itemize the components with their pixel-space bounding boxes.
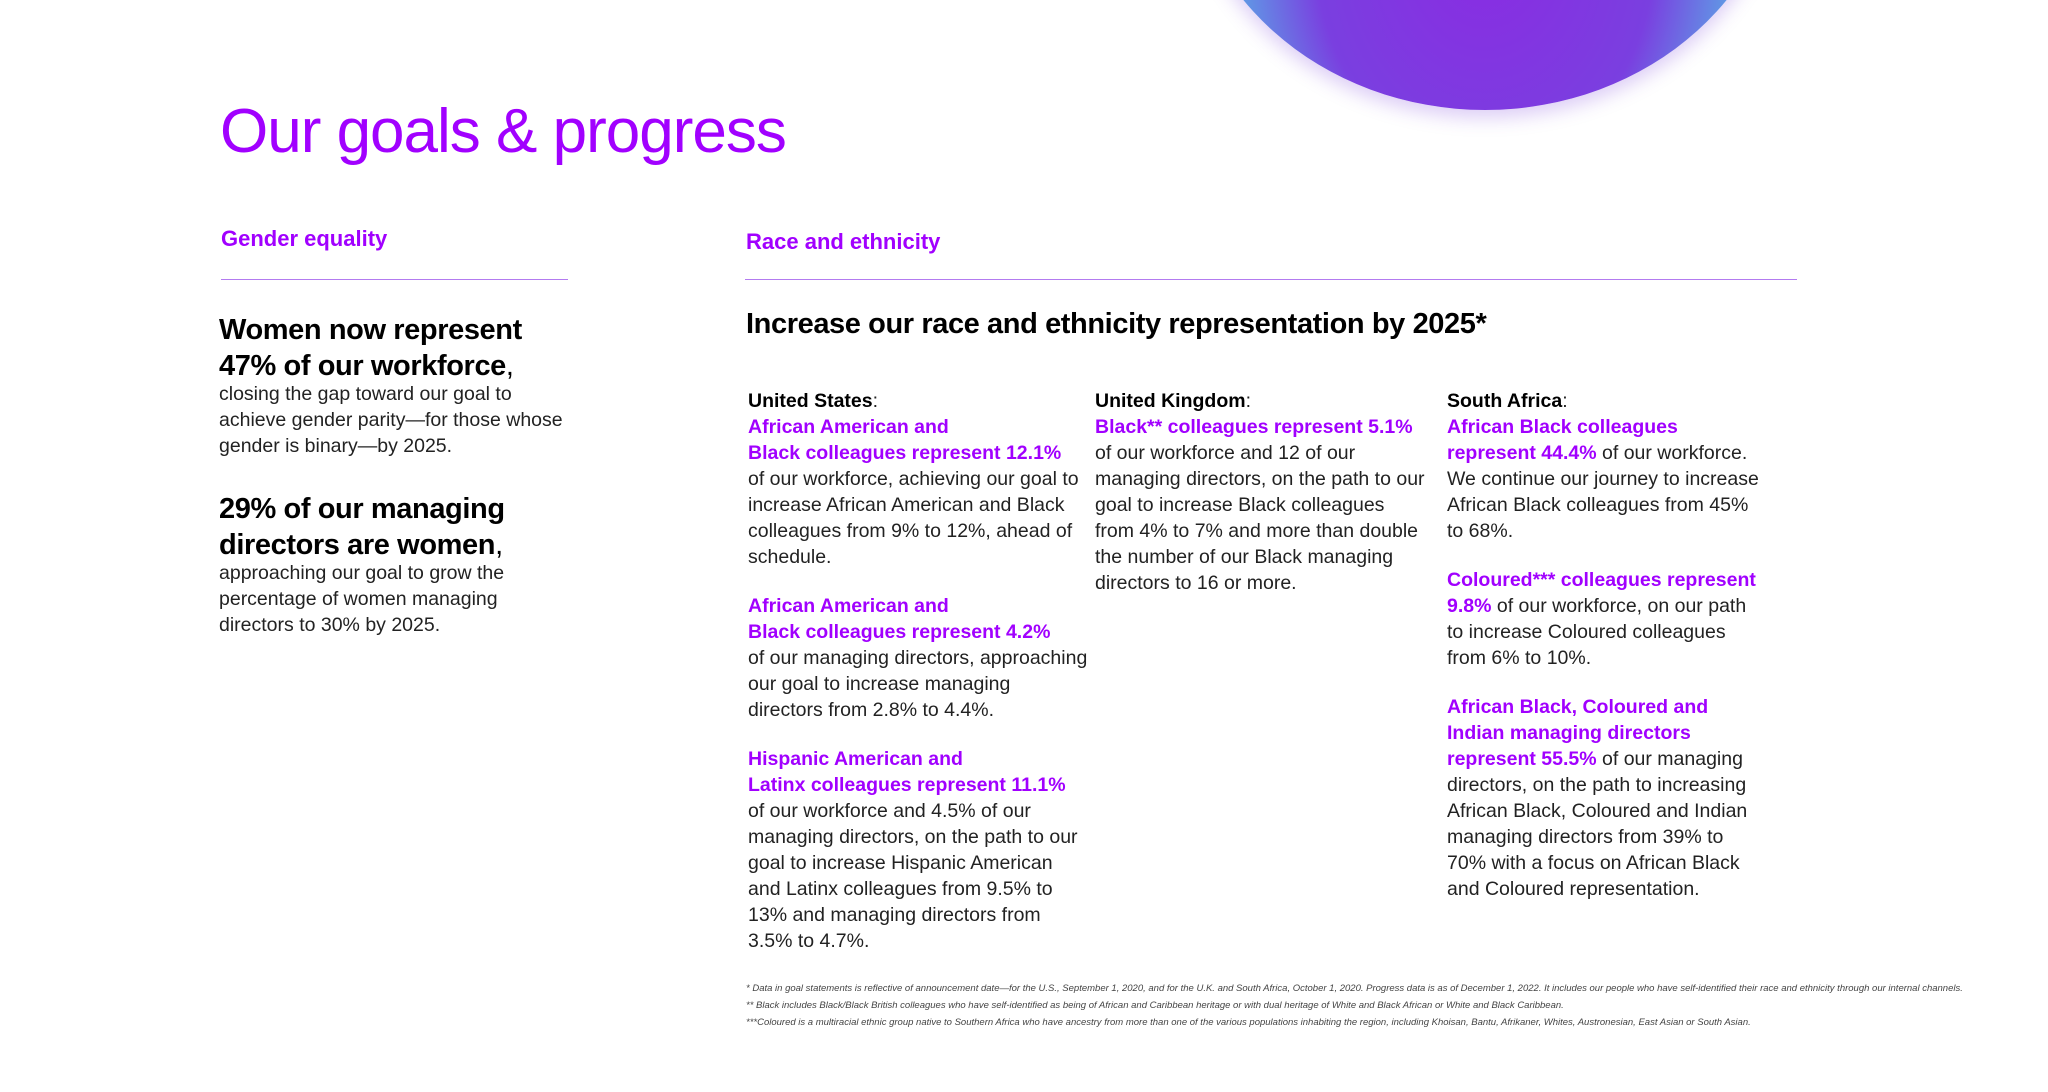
uk-column: United Kingdom: Black** colleagues represent 5.1% of our workforce and 12 of our managing directors, on the path to our goal to increase Black colleagues from 4% to 7% and more than double the number of our Black managing directors to 16 or more. [1095, 390, 1425, 594]
paragraph-text: of our managing directors, on the path to increasing African Black, Coloured and Indian managing directors from 39% to 70% with a focus on African Black and Coloured representation. [1447, 748, 1748, 900]
paragraph-text: of our managing directors, approaching our goal to increase managing directors from 2.8% to 4.4%. [748, 647, 1088, 721]
gender-divider [221, 279, 568, 280]
highlight: Black colleagues represent 4.2% [748, 621, 1051, 643]
highlight: represent 44.4% [1447, 442, 1597, 464]
highlight: Coloured*** colleagues represent [1447, 569, 1756, 591]
uk-paragraph-1 [1095, 414, 1425, 596]
stat-line: 29% of our managing [219, 493, 505, 525]
highlight: Latinx colleagues represent 11.1% [748, 774, 1066, 796]
gender-stat-managing-directors-text: approaching our goal to grow the percentage of women managing directors to 30% by 2025. [219, 562, 505, 636]
sa-paragraph-3 [1447, 694, 1767, 902]
race-heading: Increase our race and ethnicity representation by 2025* [746, 308, 1487, 340]
highlight: Indian managing directors [1447, 722, 1691, 744]
race-section-label: Race and ethnicity [746, 229, 941, 254]
highlight: represent 55.5% [1447, 748, 1597, 770]
sa-paragraph-1 [1447, 414, 1767, 544]
stat-line: 47% of our workforce [219, 350, 506, 382]
highlight: African American and [748, 595, 949, 617]
highlight: 9.8% [1447, 595, 1492, 617]
gender-stat-managing-directors [219, 491, 579, 563]
paragraph-text: of our workforce. We continue our journey to increase African Black colleagues from 45% to 68%. [1447, 442, 1759, 542]
footnote-3: ***Coloured is a multiracial ethnic group native to Southern Africa who have ancestry from more than one of the various populations inhabiting the region, including Khoisan, Bantu, Afrikaner, Whites, Austronesian, East Asian or South Asian. [746, 1017, 1751, 1028]
highlight: African Black, Coloured and [1447, 696, 1709, 718]
footnote-2: ** Black includes Black/Black British colleagues who have self-identified as being of African and Caribbean heritage or with dual heritage of White and Black African or White and Black Caribbean. [746, 1000, 1564, 1011]
highlight: African Black colleagues [1447, 416, 1678, 438]
us-paragraph-3 [748, 746, 1088, 954]
stat-line: directors are women [219, 529, 496, 561]
paragraph-text: of our workforce, on our path to increase Coloured colleagues from 6% to 10%. [1447, 595, 1747, 669]
us-paragraph-2 [748, 593, 1088, 723]
paragraph-text: of our workforce, achieving our goal to increase African American and Black colleagues from 9% to 12%, ahead of schedule. [748, 468, 1079, 568]
highlight: Black colleagues represent 12.1% [748, 442, 1062, 464]
highlight: African American and [748, 416, 949, 438]
highlight: Black** colleagues represent 5.1% [1095, 416, 1413, 438]
paragraph-text: of our workforce and 4.5% of our managing directors, on the path to our goal to increase Hispanic American and Latinx colleagues from 9.5% to 13% and managing directors from 3.5% to 4.7%. [748, 800, 1078, 952]
sa-paragraph-2 [1447, 567, 1767, 671]
decorative-orb [1185, 0, 1785, 110]
country-label: South Africa [1447, 390, 1563, 412]
gender-stat-women-workforce [219, 312, 579, 384]
gender-stat-women-workforce-text: closing the gap toward our goal to achieve gender parity—for those whose gender is binary—by 2025. [219, 383, 563, 457]
race-divider [745, 279, 1797, 280]
stat-comma: , [505, 350, 514, 382]
stat-line: Women now represent [219, 314, 522, 346]
page-title: Our goals & progress [220, 97, 786, 166]
us-paragraph-1 [748, 414, 1088, 570]
paragraph-text: of our workforce and 12 of our managing directors, on the path to our goal to increase Black colleagues from 4% to 7% and more than double the number of our Black managing directors to 16 or more. [1095, 442, 1425, 594]
gender-section-label: Gender equality [221, 226, 388, 251]
footnote-1: * Data in goal statements is reflective of announcement date—for the U.S., September 1, 2020, and for the U.K. and South Africa, October 1, 2020. Progress data is as of December 1, 2022. It includes our people who have self-identified their race and ethnicity through our internal channels. [746, 983, 1963, 994]
country-label: United Kingdom [1095, 390, 1246, 412]
highlight: Hispanic American and [748, 748, 963, 770]
country-label: United States [748, 390, 873, 412]
sa-column: South Africa: African Black colleagues represent 44.4% of our workforce. We continue our journey to increase African Black colleagues from 45% to 68%. Coloured*** colleagues represent 9.8% of our workforce, on our path to increase Coloured colleagues from 6% to 10%. African Black, Coloured and Indian managing directors represent 55.5% of our managing directors, on the path to increasing African Black, Coloured and Indian managing directors from 39% to 70% with a focus on African Black and Coloured representation. [1447, 388, 1767, 925]
us-column: United States: African American and Black colleagues represent 12.1% of our workforce, achieving our goal to increase African American and Black colleagues from 9% to 12%, ahead of schedule. African American and Black colleagues represent 4.2% of our managing directors, approaching our goal to increase managing directors from 2.8% to 4.4%. Hispanic American and Latinx colleagues represent 11.1% of our workforce and 4.5% of our managing directors, on the path to our goal to increase Hispanic American and Latinx colleagues from 9.5% to 13% and managing directors from 3.5% to 4.7%. [748, 390, 1088, 952]
stat-comma: , [495, 529, 503, 561]
